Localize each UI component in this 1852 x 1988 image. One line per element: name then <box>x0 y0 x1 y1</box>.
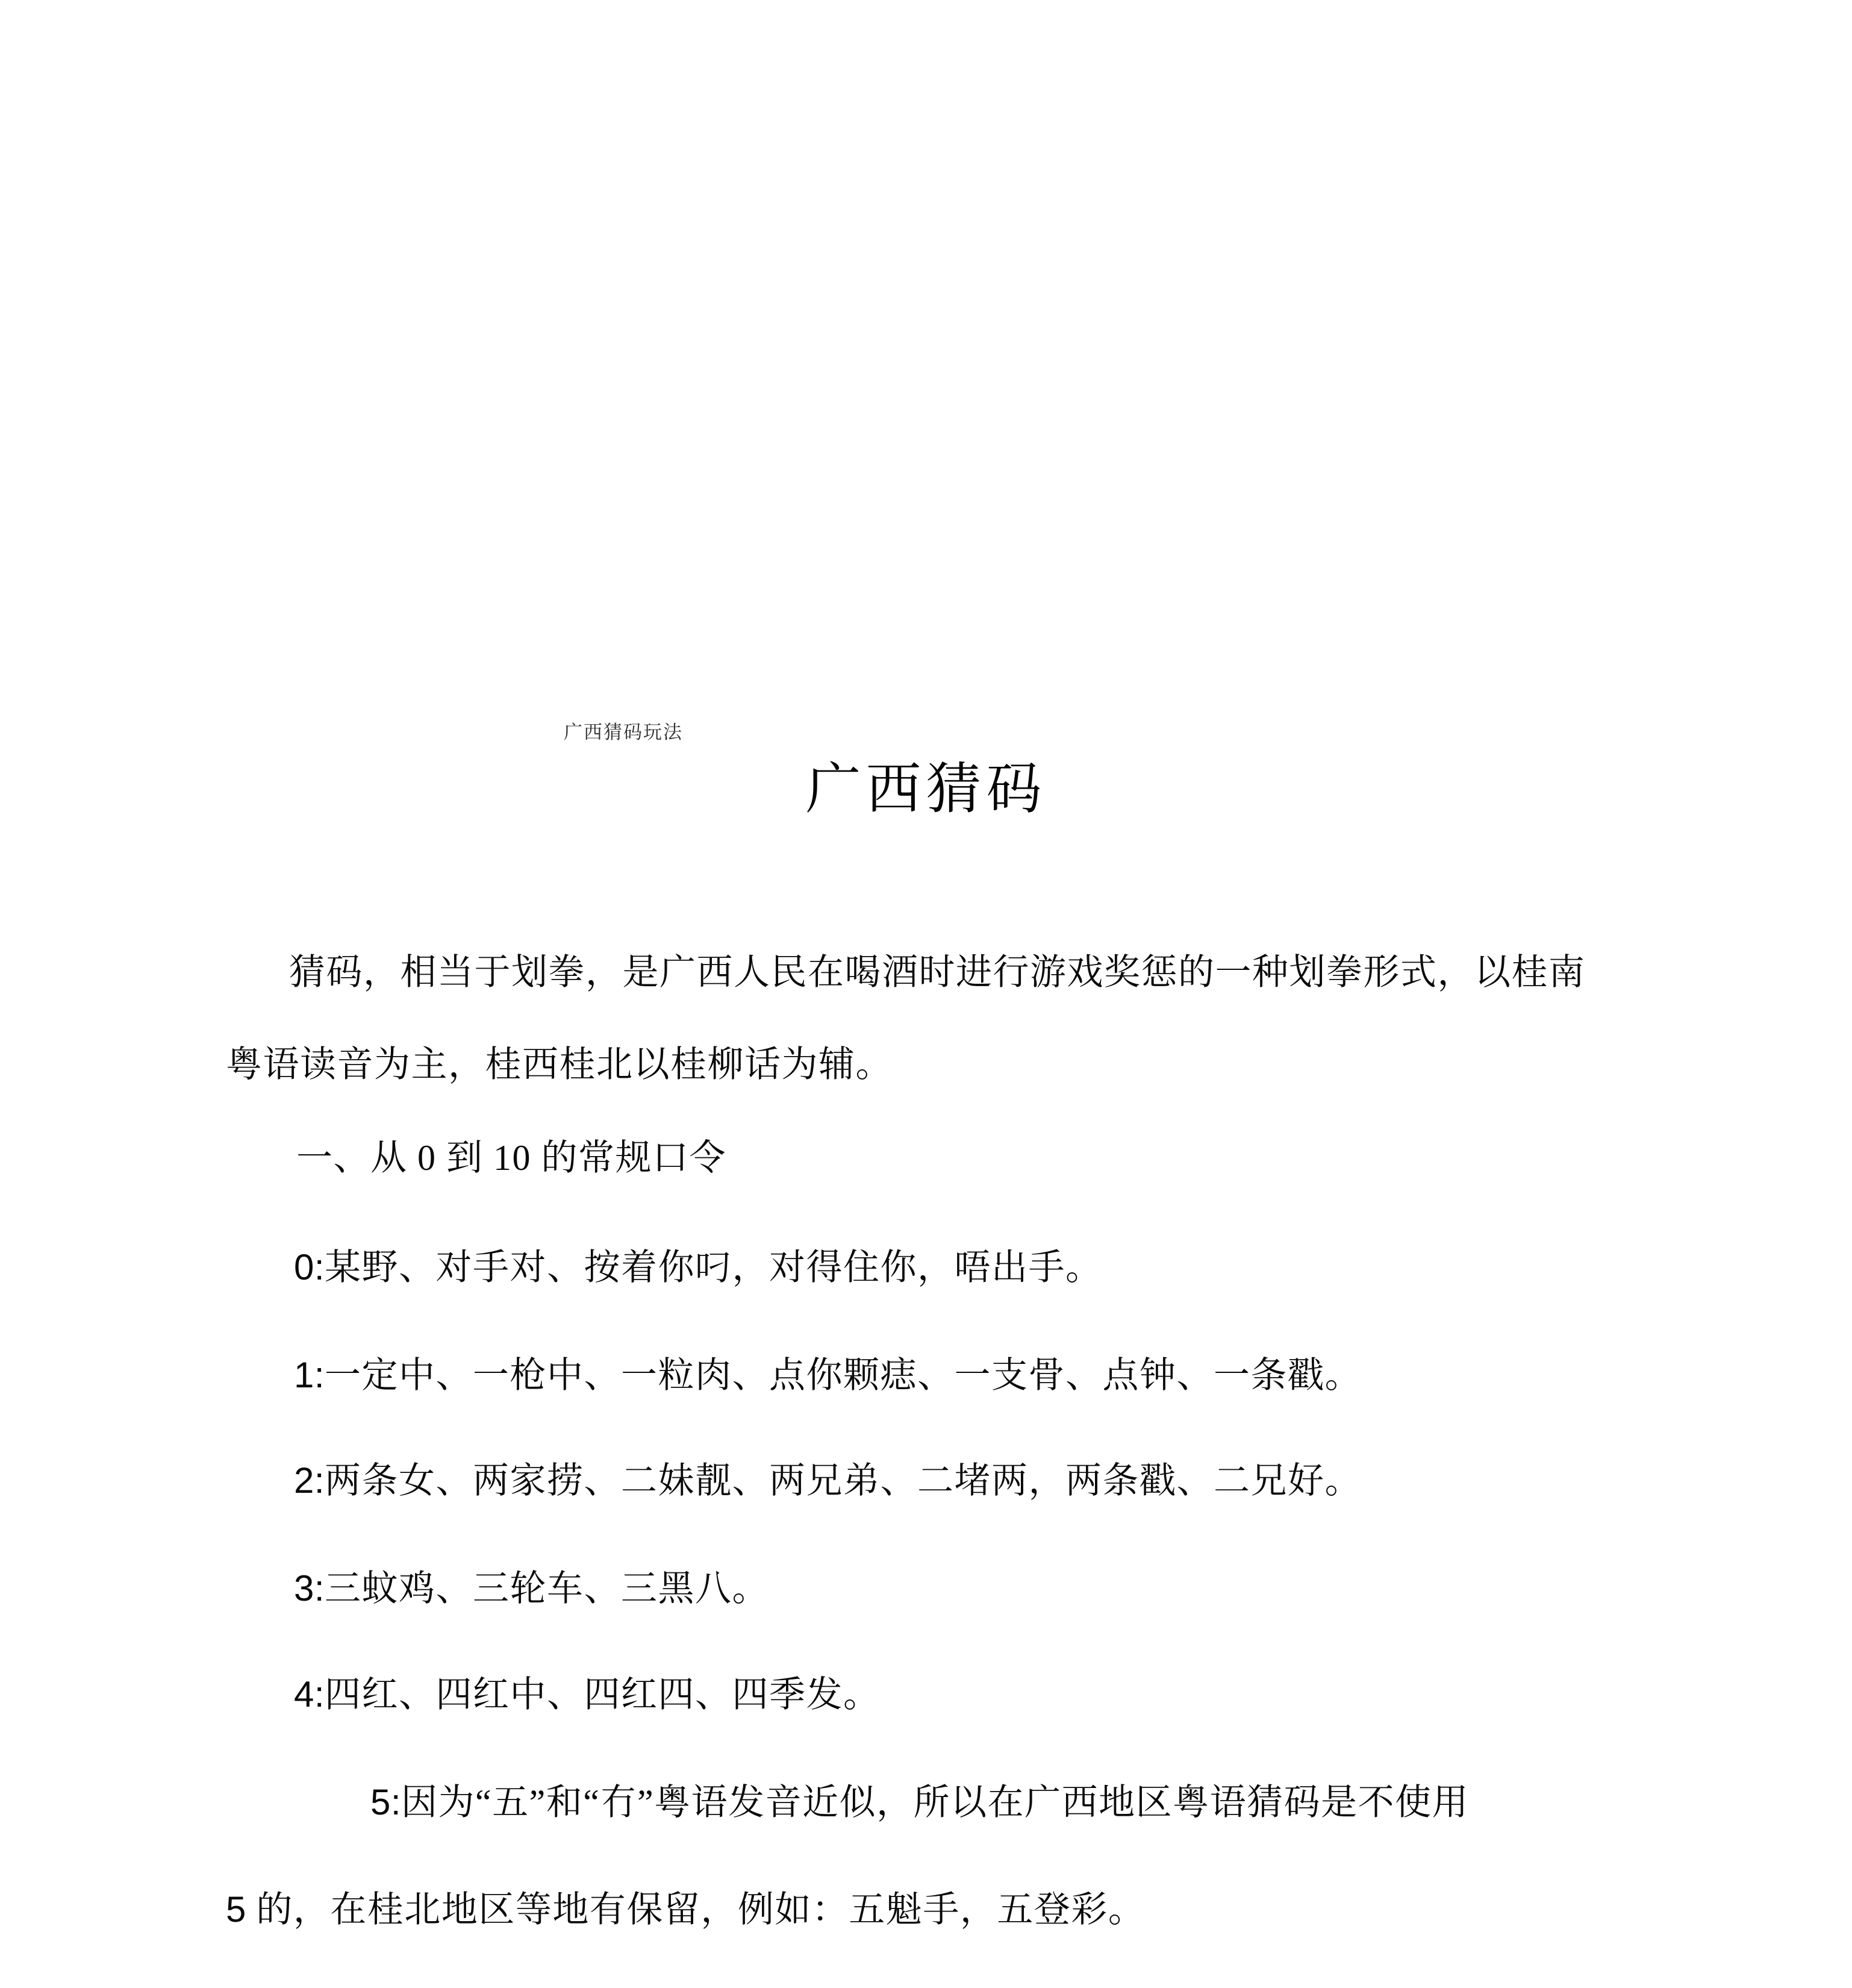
list-item-0-number: 0: <box>294 1247 325 1287</box>
list-item-4-number: 4: <box>294 1674 325 1714</box>
list-item-3-number: 3: <box>294 1568 325 1608</box>
list-item-5-number: 5: <box>370 1782 402 1822</box>
list-item-2-text: 两条女、两家捞、二妹靓、两兄弟、二堵两，两条戳、二兄好。 <box>325 1461 1362 1501</box>
intro-paragraph-line-2: 粤语读音为主，桂西桂北以桂柳话为辅。 <box>226 1045 893 1084</box>
list-item-2 <box>294 1461 1362 1501</box>
list-item-5-line-2-number: 5 <box>226 1889 246 1930</box>
list-item-5-line-2 <box>226 1890 1145 1930</box>
list-item-3-text: 三蚊鸡、三轮车、三黑八。 <box>325 1569 770 1608</box>
list-item-5-line-2-text: 的，在桂北地区等地有保留，例如：五魁手，五登彩。 <box>246 1890 1146 1930</box>
list-item-4 <box>294 1675 881 1714</box>
list-item-2-number: 2: <box>294 1460 325 1501</box>
list-item-5-line-1-text: 因为“五”和“冇”粤语发音近似，所以在广西地区粤语猜码是不使用 <box>401 1783 1470 1822</box>
list-item-5-line-1 <box>370 1783 1469 1822</box>
document-title: 广西猜码 <box>805 758 1047 820</box>
list-item-4-text: 四红、四红中、四红四、四季发。 <box>325 1675 881 1714</box>
list-item-1-number: 1: <box>294 1355 325 1395</box>
section-heading: 一、从 0 到 10 的常规口令 <box>296 1138 726 1178</box>
list-item-1 <box>294 1355 1362 1395</box>
page-header-note: 广西猜码玩法 <box>564 722 683 743</box>
list-item-3 <box>294 1569 769 1608</box>
list-item-0 <box>294 1248 1103 1287</box>
intro-paragraph-line-1: 猜码，相当于划拳，是广西人民在喝酒时进行游戏奖惩的一种划拳形式，以桂南 <box>289 952 1586 992</box>
list-item-0-text: 某野、对手对、按着你叼，对得住你，唔出手。 <box>325 1248 1103 1287</box>
list-item-1-text: 一定中、一枪中、一粒肉、点你颗痣、一支骨、点钟、一条戳。 <box>325 1355 1362 1395</box>
